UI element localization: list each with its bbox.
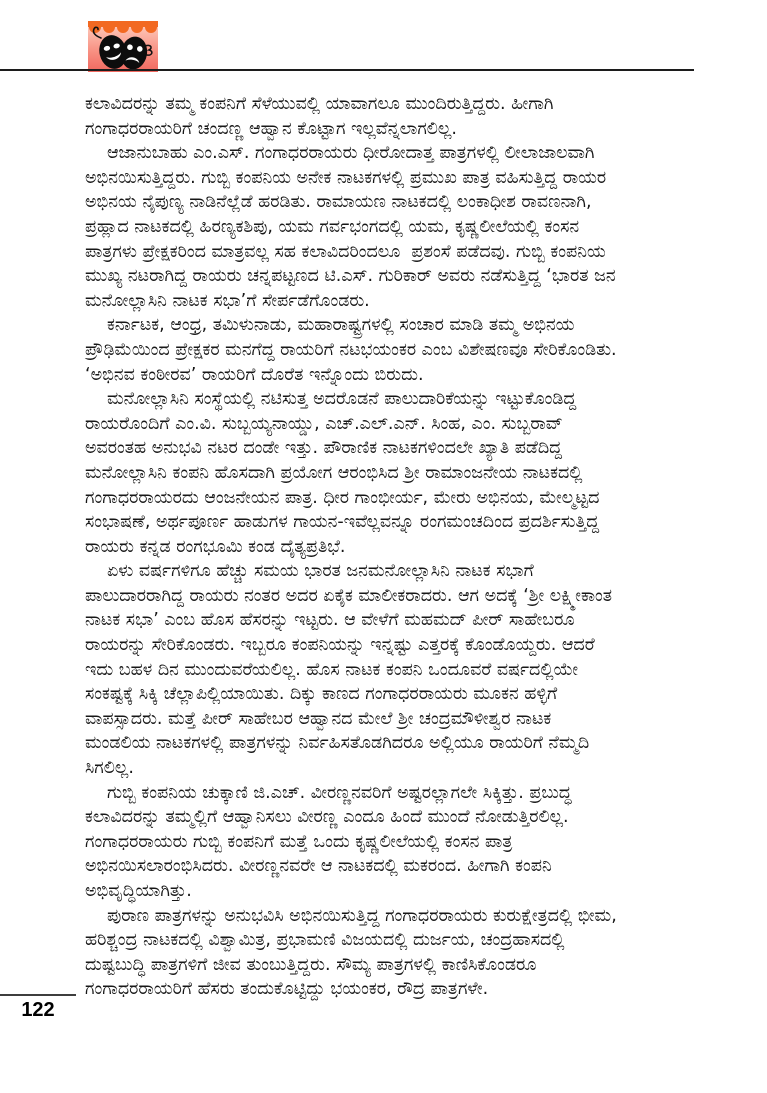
text-line: ಮನೋಲ್ಲಾಸಿನಿ ನಾಟಕ ಸಭಾ’ಗೆ ಸೇರ್ಪಡೆಗೊಂಡರು.	[85, 290, 370, 311]
text-line: ಅಭಿನಯಿಸಲಾರಂಭಿಸಿದರು. ವೀರಣ್ಣನವರೇ ಆ ನಾಟಕದಲ್ಲಿ ಮಕರಂದ. ಹೀಗಾಗಿ ಕಂಪನಿ	[85, 856, 552, 877]
text-line: ಪುರಾಣ ಪಾತ್ರಗಳನ್ನು ಅನುಭವಿಸಿ ಅಭಿನಯಿಸುತ್ತಿದ್ದ ಗಂಗಾಧರರಾಯರು ಕುರುಕ್ಷೇತ್ರದಲ್ಲಿ ಭೀಮ,	[107, 905, 617, 926]
text-line: ಸಂಭಾಷಣೆ, ಅರ್ಥಪೂರ್ಣ ಹಾಡುಗಳ ಗಾಯನ-ಇವೆಲ್ಲವನ್ನೂ ರಂಗಮಂಚದಿಂದ ಪ್ರದರ್ಶಿಸುತ್ತಿದ್ದ	[85, 512, 600, 533]
text-line: ಕಲಾವಿದರನ್ನು ತಮ್ಮ ಕಂಪನಿಗೆ ಸೆಳೆಯುವಲ್ಲಿ ಯಾವಾಗಲೂ ಮುಂದಿರುತ್ತಿದ್ದರು. ಹೀಗಾಗಿ	[85, 94, 554, 114]
text-line: ಪ್ರಹ್ಲಾದ ನಾಟಕದಲ್ಲಿ ಹಿರಣ್ಯಕಶಿಪು, ಯಮ ಗರ್ವಭಂಗದಲ್ಲಿ ಯಮ, ಕೃಷ್ಣಲೀಲೆಯಲ್ಲಿ ಕಂಸನ	[85, 216, 580, 237]
document-text	[85, 92, 713, 1002]
text-line: ಪ್ರೌಢಿಮೆಯಿಂದ ಪ್ರೇಕ್ಷಕರ ಮನಗೆದ್ದ ರಾಯರಿಗೆ ನಟಭಯಂಕರ ಎಂಬ ವಿಶೇಷಣವೂ ಸೇರಿಕೊಂಡಿತು.	[85, 339, 617, 360]
text-line: ದುಷ್ಟಬುದ್ಧಿ ಪಾತ್ರಗಳಿಗೆ ಜೀವ ತುಂಬುತ್ತಿದ್ದರು. ಸೌಮ್ಯ ಪಾತ್ರಗಳಲ್ಲಿ ಕಾಣಿಸಿಕೊಂಡರೂ	[85, 954, 537, 975]
page-number: 122	[21, 999, 55, 1021]
text-line: ಮನೋಲ್ಲಾಸಿನಿ ಸಂಸ್ಥೆಯಲ್ಲಿ ನಟಿಸುತ್ತ ಅದರೊಡನೆ ಪಾಲುದಾರಿಕೆಯನ್ನು ಇಟ್ಟುಕೊಂಡಿದ್ದ	[107, 389, 577, 410]
text-line: ರಾಯರನ್ನು ಸೇರಿಕೊಂಡರು. ಇಬ್ಬರೂ ಕಂಪನಿಯನ್ನು ಇನ್ನಷ್ಟು ಎತ್ತರಕ್ಕೆ ಕೊಂಡೊಯ್ದರು. ಆದರೆ	[85, 635, 595, 656]
text-line: ಕರ್ನಾಟಕ, ಆಂಧ್ರ, ತಮಿಳುನಾಡು, ಮಹಾರಾಷ್ಟ್ರಗಳಲ್ಲಿ ಸಂಚಾರ ಮಾಡಿ ತಮ್ಮ ಅಭಿನಯ	[107, 315, 575, 336]
text-line: ನಾಟಕ ಸಭಾ’ ಎಂಬ ಹೊಸ ಹೆಸರನ್ನು ಇಟ್ಟರು. ಆ ವೇಳೆಗೆ ಮಹಮದ್ ಪೀರ್ ಸಾಹೇಬರೂ	[85, 610, 575, 631]
text-line: ಆಜಾನುಬಾಹು ಎಂ.ಎಸ್. ಗಂಗಾಧರರಾಯರು ಧೀರೋದಾತ್ತ ಪಾತ್ರಗಳಲ್ಲಿ ಲೀಲಾಜಾಲವಾಗಿ	[107, 143, 595, 164]
text-line: ಮಂಡಲಿಯ ನಾಟಕಗಳಲ್ಲಿ ಪಾತ್ರಗಳನ್ನು ನಿರ್ವಹಿಸತೊಡಗಿದರೂ ಅಲ್ಲಿಯೂ ರಾಯರಿಗೆ ನೆಮ್ಮದಿ	[85, 733, 590, 754]
text-line: ಸಿಗಲಿಲ್ಲ.	[85, 758, 134, 779]
text-line: ಗಂಗಾಧರರಾಯರದು ಆಂಜನೇಯನ ಪಾತ್ರ. ಧೀರ ಗಾಂಭೀರ್ಯ, ಮೇರು ಅಭಿನಯ, ಮೇಲ್ಮಟ್ಟದ	[85, 487, 600, 508]
text-line: ಗಂಗಾಧರರಾಯರಿಗೆ ಚಂದಣ್ಣ ಆಹ್ವಾನ ಕೊಟ್ಟಾಗ ಇಲ್ಲವೆನ್ನಲಾಗಲಿಲ್ಲ.	[85, 118, 457, 139]
text-line: ಅಭಿವೃದ್ಧಿಯಾಗಿತ್ತು.	[85, 881, 192, 901]
footer-rule	[0, 994, 76, 996]
text-line: ಅಭಿನಯಿಸುತ್ತಿದ್ದರು. ಗುಬ್ಬಿ ಕಂಪನಿಯ ಅನೇಕ ನಾಟಕಗಳಲ್ಲಿ ಪ್ರಮುಖ ಪಾತ್ರ ವಹಿಸುತ್ತಿದ್ದ ರಾಯರ	[85, 167, 607, 188]
text-line: ಹರಿಶ್ಚಂದ್ರ ನಾಟಕದಲ್ಲಿ ವಿಶ್ವಾಮಿತ್ರ, ಪ್ರಭಾಮಣಿ ವಿಜಯದಲ್ಲಿ ದುರ್ಜಯ, ಚಂದ್ರಹಾಸದಲ್ಲಿ	[85, 930, 565, 951]
text-line: ಸಂಕಷ್ಟಕ್ಕೆ ಸಿಕ್ಕಿ ಚೆಲ್ಲಾಪಿಲ್ಲಿಯಾಯಿತು. ದಿಕ್ಕು ಕಾಣದ ಗಂಗಾಧರರಾಯರು ಮೂಕನ ಹಳ್ಳಿಗೆ	[85, 684, 558, 705]
text-line: ಅವರಂತಹ ಅನುಭವಿ ನಟರ ದಂಡೇ ಇತ್ತು. ಪೌರಾಣಿಕ ನಾಟಕಗಳಿಂದಲೇ ಖ್ಯಾತಿ ಪಡೆದಿದ್ದ	[85, 438, 563, 459]
text-line: ಕಲಾವಿದರನ್ನು ತಮ್ಮಲ್ಲಿಗೆ ಆಹ್ವಾನಿಸಲು ವೀರಣ್ಣ ಎಂದೂ ಹಿಂದೆ ಮುಂದೆ ನೋಡುತ್ತಿರಲಿಲ್ಲ.	[85, 807, 569, 828]
text-line: ‘ಅಭಿನವ ಕಂಠೀರವ’ ರಾಯರಿಗೆ ದೊರೆತ ಇನ್ನೊಂದು ಬಿರುದು.	[85, 364, 424, 385]
text-line: ಗಂಗಾಧರರಾಯರಿಗೆ ಹೆಸರು ತಂದುಕೊಟ್ಟಿದ್ದು ಭಯಂಕರ, ರೌದ್ರ ಪಾತ್ರಗಳೇ.	[85, 979, 489, 1000]
text-line: ಪಾಲುದಾರರಾಗಿದ್ದ ರಾಯರು ನಂತರ ಅದರ ಏಕೈಕ ಮಾಲೀಕರಾದರು. ಆಗ ಅದಕ್ಕೆ ‘ಶ್ರೀ ಲಕ್ಷ್ಮೀಕಾಂತ	[85, 585, 613, 606]
text-line: ಗಂಗಾಧರರಾಯರು ಗುಬ್ಬಿ ಕಂಪನಿಗೆ ಮತ್ತೆ ಒಂದು ಕೃಷ್ಣಲೀಲೆಯಲ್ಲಿ ಕಂಸನ ಪಾತ್ರ	[85, 831, 513, 852]
theater-masks-icon	[88, 21, 158, 72]
text-line: ಅಭಿನಯ ನೈಪುಣ್ಯ ನಾಡಿನೆಲ್ಲೆಡೆ ಹರಡಿತು. ರಾಮಾಯಣ ನಾಟಕದಲ್ಲಿ ಲಂಕಾಧೀಶ ರಾವಣನಾಗಿ,	[85, 192, 592, 213]
text-line: ರಾಯರೊಂದಿಗೆ ಎಂ.ವಿ. ಸುಬ್ಬಯ್ಯನಾಯ್ಡು, ಎಚ್.ಎಲ್.ಎನ್. ಸಿಂಹ, ಎಂ. ಸುಬ್ಬರಾವ್	[85, 413, 563, 434]
text-line: ರಾಯರು ಕನ್ನಡ ರಂಗಭೂಮಿ ಕಂಡ ದೈತ್ಯಪ್ರತಿಭೆ.	[85, 536, 346, 557]
header-rule	[0, 69, 694, 71]
text-line: ಮುಖ್ಯ ನಟರಾಗಿದ್ದ ರಾಯರು ಚನ್ನಪಟ್ಟಣದ ಟಿ.ಎಸ್. ಗುರಿಕಾರ್ ಅವರು ನಡೆಸುತ್ತಿದ್ದ ‘ಭಾರತ ಜನ	[85, 266, 616, 287]
text-line: ಮನೋಲ್ಲಾಸಿನಿ ಕಂಪನಿ ಹೊಸದಾಗಿ ಪ್ರಯೋಗ ಆರಂಭಿಸಿದ ಶ್ರೀ ರಾಮಾಂಜನೇಯ ನಾಟಕದಲ್ಲಿ	[85, 462, 583, 483]
text-line: ಇದು ಬಹಳ ದಿನ ಮುಂದುವರೆಯಲಿಲ್ಲ. ಹೊಸ ನಾಟಕ ಕಂಪನಿ ಒಂದೂವರೆ ವರ್ಷದಲ್ಲಿಯೇ	[85, 659, 579, 680]
text-line: ಪಾತ್ರಗಳು ಪ್ರೇಕ್ಷಕರಿಂದ ಮಾತ್ರವಲ್ಲ ಸಹ ಕಲಾವಿದರಿಂದಲೂ ಪ್ರಶಂಸೆ ಪಡೆದವು. ಗುಬ್ಬಿ ಕಂಪನಿಯ	[85, 241, 606, 262]
text-line: ವಾಪಸ್ಸಾದರು. ಮತ್ತೆ ಪೀರ್ ಸಾಹೇಬರ ಆಹ್ವಾನದ ಮೇಲೆ ಶ್ರೀ ಚಂದ್ರಮೌಳೀಶ್ವರ ನಾಟಕ	[85, 708, 552, 729]
text-line: ಏಳು ವರ್ಷಗಳಿಗೂ ಹೆಚ್ಚು ಸಮಯ ಭಾರತ ಜನಮನೋಲ್ಲಾಸಿನಿ ನಾಟಕ ಸಭಾಗೆ	[107, 561, 534, 582]
text-line: ಗುಬ್ಬಿ ಕಂಪನಿಯ ಚುಕ್ಕಾಣಿ ಜಿ.ಎಚ್. ವೀರಣ್ಣನವರಿಗೆ ಅಷ್ಟರಲ್ಲಾಗಲೇ ಸಿಕ್ಕಿತ್ತು. ಪ್ರಬುದ್ಧ	[107, 782, 572, 803]
